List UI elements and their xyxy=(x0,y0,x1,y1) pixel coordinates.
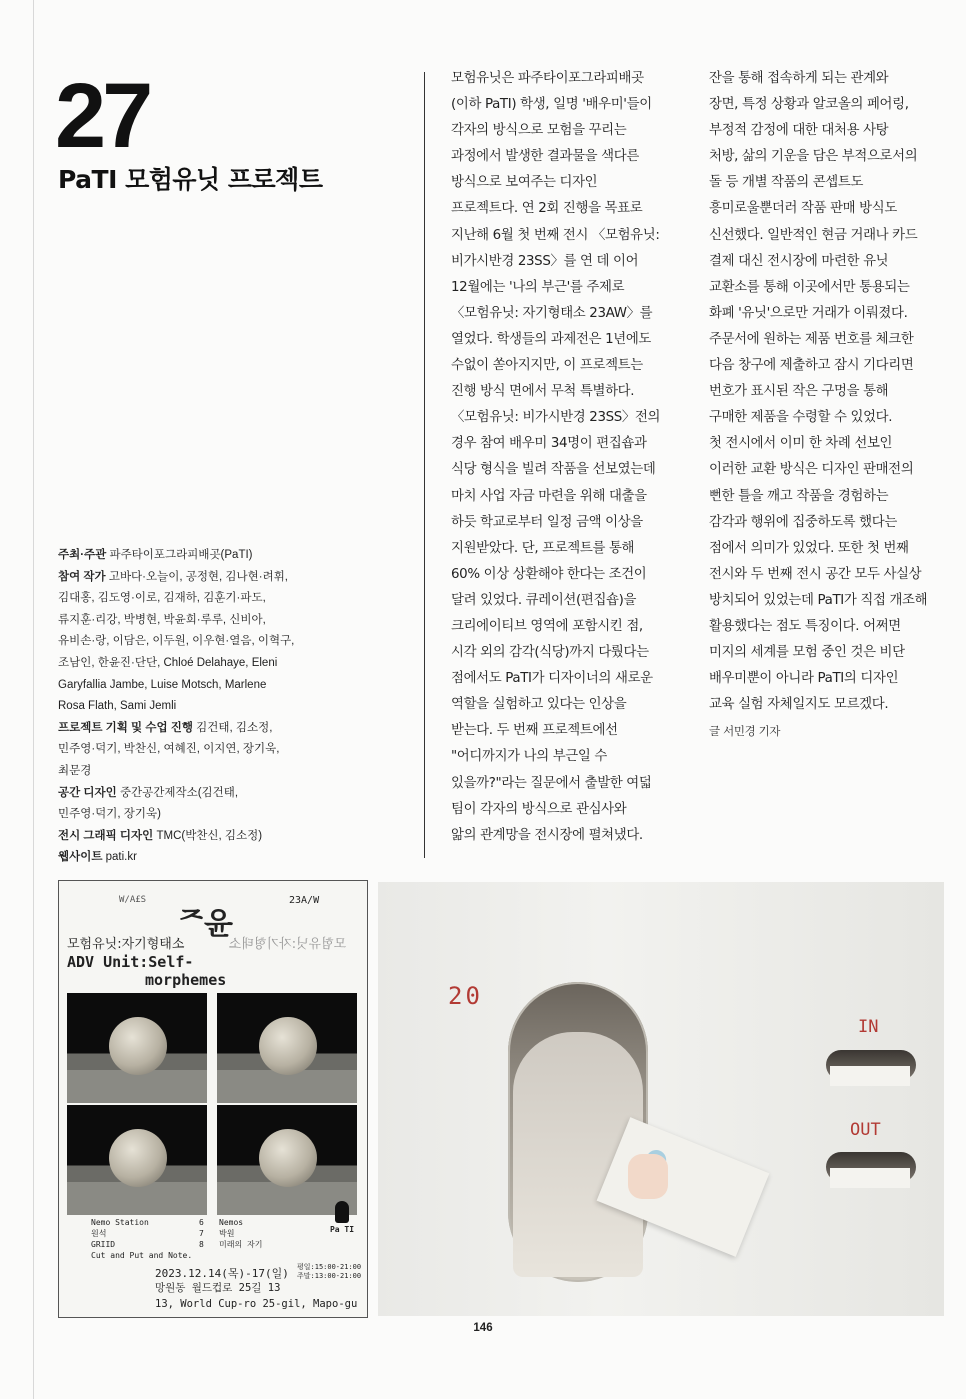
pati-logo-mark: Pa TI xyxy=(327,1201,357,1234)
credit-label: 공간 디자인 xyxy=(58,786,117,799)
in-label: IN xyxy=(858,1017,879,1037)
byline: 글 서민경 기자 xyxy=(709,724,781,739)
hand xyxy=(628,1154,668,1199)
exhibition-poster xyxy=(58,880,368,1318)
body-line: 처방, 삶의 기운을 담은 부적으로서의 xyxy=(709,149,918,165)
body-line: 받는다. 두 번째 프로젝트에선 xyxy=(451,723,618,739)
out-slot-paper xyxy=(830,1168,910,1188)
body-line: (이하 PaTI) 학생, 일명 '배우미'들이 xyxy=(451,97,652,113)
credit-row xyxy=(58,631,308,653)
body-line: 부정적 감정에 대한 대처용 사탕 xyxy=(709,123,889,139)
credit-row xyxy=(58,567,308,589)
credit-text: 파주타이포그라피배곳(PaTI) xyxy=(106,549,253,561)
poster-address-en: 13, World Cup-ro 25-gil, Mapo-gu xyxy=(155,1298,358,1310)
column-divider xyxy=(424,72,425,858)
body-line: 경우 참여 배우미 34명이 편집숍과 xyxy=(451,436,647,452)
credit-label: 웹사이트 xyxy=(58,851,103,864)
body-line: 열었다. 학생들의 과제전은 1년에도 xyxy=(451,331,651,347)
body-line: 역할을 실험하고 있다는 인상을 xyxy=(451,697,627,713)
poster-korean-title-mirror: 모험유닛:자기형태소 xyxy=(229,937,347,952)
credit-text: 김건태, 김소정, xyxy=(192,721,273,734)
body-line: 지난해 6월 첫 번째 전시 〈모험유닛: xyxy=(451,227,660,243)
body-line: 감각과 행위에 집중하도록 했다는 xyxy=(709,514,897,530)
body-line: 잔을 통해 접속하게 되는 관계와 xyxy=(709,71,889,86)
body-line: 60% 이상 상환해야 한다는 조건이 xyxy=(451,566,647,582)
credit-row xyxy=(58,545,308,567)
poster-moon-tile-3 xyxy=(67,1105,207,1215)
exchange-window-photo xyxy=(378,882,944,1316)
body-line: 교육 실험 자체일지도 모르겠다. xyxy=(709,697,889,713)
body-line: 비가시반경 23SS〉를 연 데 이어 xyxy=(451,253,639,269)
poster-address-ko: 망원동 월드컵로 25길 13 xyxy=(155,1282,281,1294)
credit-row xyxy=(58,718,308,740)
page-edge-line xyxy=(33,0,34,1399)
body-column-2 xyxy=(709,66,927,744)
credit-row xyxy=(58,675,308,697)
poster-korean-title: 모험유닛:자기형태소 xyxy=(67,937,185,952)
body-line: 구매한 제품을 수령할 수 있었다. xyxy=(709,410,893,426)
credit-row xyxy=(58,847,308,869)
body-line: 마치 사업 자금 마련을 위해 대출을 xyxy=(451,488,647,504)
credit-row xyxy=(58,696,308,718)
body-line: 점에서도 PaTI가 디자이너의 새로운 xyxy=(451,671,653,687)
body-line: 모험유닛은 파주타이포그라피배곳 xyxy=(451,71,644,86)
in-slot-paper xyxy=(830,1066,910,1086)
out-label: OUT xyxy=(850,1120,881,1140)
credit-text: 중간공간제작소(김건태, xyxy=(116,786,239,799)
body-line: 식당 형식을 빌려 작품을 선보였는데 xyxy=(451,462,656,478)
body-line: 미지의 세계를 모험 중인 것은 비단 xyxy=(709,645,905,661)
body-line: 시각 외의 감각(식당)까지 다뤘다는 xyxy=(451,645,649,661)
credit-row xyxy=(58,739,308,761)
body-line: 있을까?"라는 질문에서 출발한 여덟 xyxy=(451,775,652,791)
body-line: 진행 방식 면에서 무척 특별하다. xyxy=(451,384,635,400)
article-title: PaTI 모험유닛 프로젝트 xyxy=(58,165,323,194)
credit-row xyxy=(58,783,308,805)
page-number: 146 xyxy=(473,1322,493,1334)
credit-label: 주최·주관 xyxy=(58,549,107,561)
body-line: 각자의 방식으로 모험을 꾸리는 xyxy=(451,123,627,139)
credit-text: 민주영·덕기, 장기욱) xyxy=(58,808,161,821)
credit-text: 조남인, 한윤진·단단, Chloé Delahaye, Eleni xyxy=(58,656,278,669)
body-line: 프로젝트다. 연 2회 진행을 목표로 xyxy=(451,201,643,217)
credit-label: 전시 그래픽 디자인 xyxy=(58,829,154,842)
credit-text: TMC(박찬신, 김소정) xyxy=(153,829,263,842)
credit-row xyxy=(58,761,308,783)
body-line: 흥미로울뿐더러 작품 판매 방식도 xyxy=(709,201,897,217)
credit-row xyxy=(58,653,308,675)
body-line: 크리에이티브 영역에 포함시킨 점, xyxy=(451,618,643,634)
body-line: 팀이 각자의 방식으로 관심사와 xyxy=(451,801,627,817)
body-line: 방치되어 있었는데 PaTI가 직접 개조해 xyxy=(709,592,928,608)
body-line: 전시와 두 번째 전시 공간 모두 사실상 xyxy=(709,566,922,582)
credit-text: 고바다·오늘이, 공정현, 김나현·려휘, xyxy=(105,570,288,583)
body-line: 교환소를 통해 이곳에서만 통용되는 xyxy=(709,279,910,295)
body-line: 수없이 쏟아지지만, 이 프로젝트는 xyxy=(451,358,643,374)
credit-text: pati.kr xyxy=(102,851,137,864)
body-line: 지원받았다. 단, 프로젝트를 통해 xyxy=(451,540,635,556)
poster-logo: ᄌ윤 xyxy=(177,907,231,942)
poster-hours: 평일:15:00-21:00 주말:13:00-21:00 xyxy=(297,1263,362,1280)
credit-label: 프로젝트 기획 및 수업 진행 xyxy=(58,721,193,734)
body-line: 신선했다. 일반적인 현금 거래나 카드 xyxy=(709,227,918,243)
body-line: 장면, 특정 상황과 알코올의 페어링, xyxy=(709,97,909,113)
credit-row xyxy=(58,588,308,610)
body-line: 주문서에 원하는 제품 번호를 체크한 xyxy=(709,331,914,347)
body-line: 결제 대신 전시장에 마련한 유닛 xyxy=(709,253,889,269)
window-number: 20 xyxy=(448,982,483,1010)
body-line: 다음 창구에 제출하고 잠시 기다리면 xyxy=(709,358,914,374)
body-line: 달려 있었다. 큐레이션(편집숍)을 xyxy=(451,592,637,608)
body-line: 첫 전시에서 이미 한 차례 선보인 xyxy=(709,436,893,452)
body-line: 돌 등 개별 작품의 콘셉트도 xyxy=(709,175,864,191)
body-line: 뻔한 틀을 깨고 작품을 경험하는 xyxy=(709,488,889,504)
poster-moon-tile-1 xyxy=(67,993,207,1103)
body-line: 하듯 학교로부터 일정 금액 이상을 xyxy=(451,514,643,530)
poster-list-right: Nemos 박원 미래의 자기 xyxy=(219,1218,263,1249)
body-column-1 xyxy=(451,66,660,849)
poster-date: 2023.12.14(목)-17(일) xyxy=(155,1267,289,1280)
credit-text: 유비손·랑, 이담은, 이두원, 이우현·열음, 이혁구, xyxy=(58,635,295,648)
credit-text: 류지훈·리강, 박병현, 박윤희·루루, 신비아, xyxy=(58,613,266,626)
body-line: 앎의 관계망을 전시장에 펼쳐냈다. xyxy=(451,827,643,843)
credit-text: 김대홍, 김도영·이로, 김재하, 김훈기·파도, xyxy=(58,592,266,605)
poster-english-title-line1: ADV Unit:Self- xyxy=(67,953,194,971)
body-line: 화폐 '유닛'으로만 거래가 이뤄졌다. xyxy=(709,305,908,321)
credit-row xyxy=(58,826,308,848)
body-line: 이러한 교환 방식은 디자인 판매전의 xyxy=(709,462,914,478)
credit-text: 최문경 xyxy=(58,764,92,777)
body-line: 12월에는 '나의 부근'를 주제로 xyxy=(451,279,625,295)
credits-block xyxy=(58,545,308,869)
body-line: 활용했다는 점도 특징이다. 어쩌면 xyxy=(709,618,901,634)
credit-label: 참여 작가 xyxy=(58,570,106,583)
body-line: 번호가 표시된 작은 구멍을 통해 xyxy=(709,384,889,400)
credit-text: 민주영·덕기, 박찬신, 여혜진, 이지연, 장기욱, xyxy=(58,743,280,756)
credit-text: Rosa Flath, Sami Jemli xyxy=(58,700,177,713)
body-line: 방식으로 보여주는 디자인 xyxy=(451,175,598,191)
poster-moon-tile-4 xyxy=(217,1105,357,1215)
body-line: 〈모험유닛: 비가시반경 23SS〉전의 xyxy=(451,410,661,426)
poster-season-right: 23A/W xyxy=(289,895,320,906)
poster-list-numbers: 6 7 8 xyxy=(199,1218,204,1249)
body-line: "어디까지가 나의 부근일 수 xyxy=(451,749,607,765)
body-line: 〈모험유닛: 자기형태소 23AW〉를 xyxy=(451,305,653,321)
article-number: 27 xyxy=(55,65,150,167)
credit-row xyxy=(58,610,308,632)
body-line: 과정에서 발생한 결과물을 색다른 xyxy=(451,149,639,165)
poster-list-left: Nemo Station 원석 GRIID Cut and Put and Note. xyxy=(91,1218,193,1260)
poster-moon-tile-2 xyxy=(217,993,357,1103)
credit-text: Garyfallia Jambe, Luise Motsch, Marlene xyxy=(58,678,267,691)
body-line: 배우미뿐이 아니라 PaTI의 디자인 xyxy=(709,671,899,687)
credit-row xyxy=(58,804,308,826)
poster-english-title-line2: morphemes xyxy=(145,971,227,989)
poster-season-left: W/A£S xyxy=(119,895,147,905)
body-line: 점에서 의미가 있었다. 또한 첫 번째 xyxy=(709,540,909,556)
